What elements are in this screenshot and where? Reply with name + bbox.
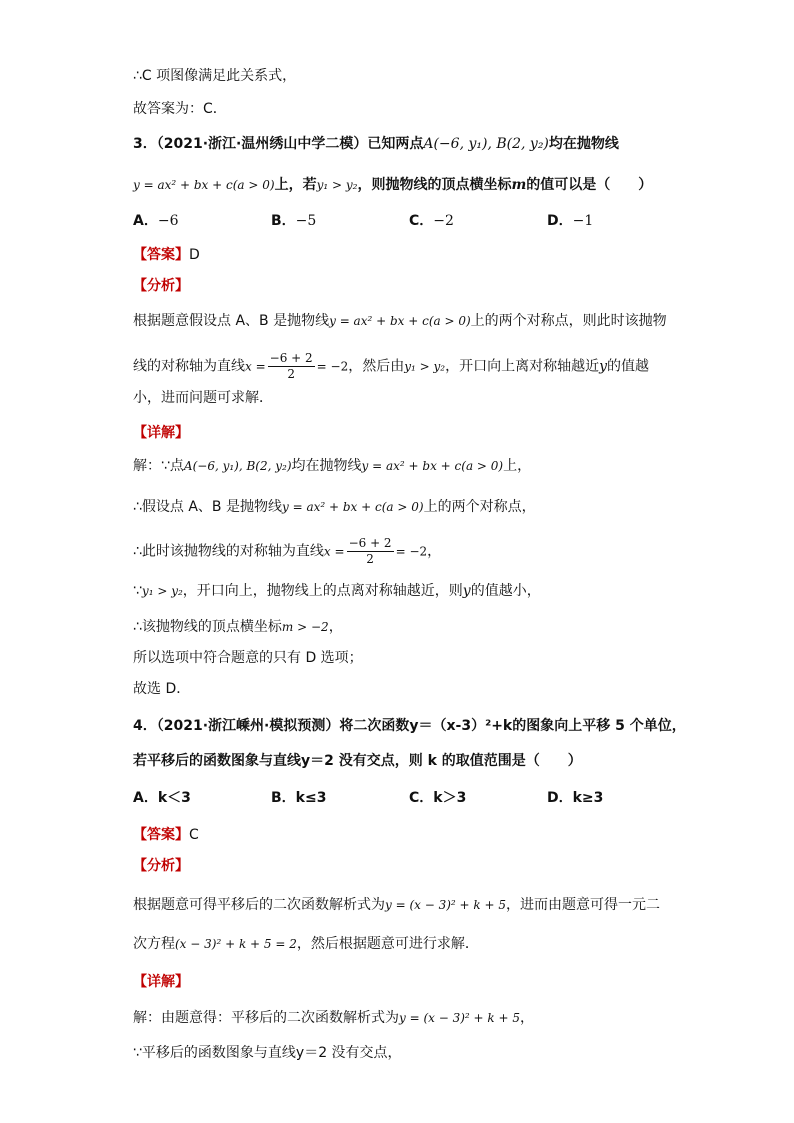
answer-line [133, 825, 199, 845]
detail-line: ∵y₁ > y₂，开口向上，抛物线上的点离对称轴越近，则y的值越小， [133, 583, 541, 599]
fraction: $\frac{-6 + 2}{2}$ [269, 351, 313, 381]
analysis-line: 根据题意假设点 A、B 是抛物线y = ax² + bx + c(a > 0)上的两个对称点，则此时该抛物 [133, 313, 667, 329]
question-number: 4． [133, 718, 157, 734]
detail-line: ∴假设点 A、B 是抛物线y = ax² + bx + c(a > 0)上的两个对称点， [133, 499, 536, 515]
question-source: （2021·浙江·温州绣山中学二模） [156, 136, 368, 152]
question-3-stem-line-2: y = ax² + bx + c(a > 0)上，若y₁ > y₂，则抛物线的顶点横坐标m的值可以是（ ） [133, 177, 653, 193]
option-c: C．k＞3 [409, 790, 467, 806]
analysis-line: 次方程(x − 3)² + k + 5 = 2，然后根据题意可进行求解． [133, 936, 479, 952]
detail-line: 解：由题意得：平移后的二次函数解析式为y = (x − 3)² + k + 5， [133, 1010, 534, 1026]
parabola-expression: y = ax² + bx + c(a > 0) [133, 178, 275, 192]
option-b: B．k≤3 [271, 790, 327, 806]
analysis-tag: 【分析】 [133, 278, 189, 294]
question-4-stem-line-2: 若平移后的函数图象与直线y＝2 没有交点，则 k 的取值范围是（ ） [133, 753, 582, 769]
option-a: A．−6 [133, 213, 179, 229]
analysis-line: 小，进而问题可求解． [133, 390, 273, 406]
detail-line: ∴此时该抛物线的对称轴为直线x = $\frac{-6 + 2}{2}$ = −2， [133, 536, 442, 566]
detail-line: 故选 D． [133, 681, 191, 697]
question-source: （2021·浙江嵊州·模拟预测） [156, 718, 340, 734]
answer-tag: 【答案】 [133, 247, 189, 263]
answer-line [133, 245, 200, 265]
option-b: B．−5 [271, 213, 317, 229]
analysis-tag: 【分析】 [133, 858, 189, 874]
analysis-line: 线的对称轴为直线x = $\frac{-6 + 2}{2}$ = −2，然后由y₁ > y₂，开口向上离对称轴越近y的值越 [133, 351, 650, 381]
fraction: $\frac{-6 + 2}{2}$ [348, 536, 392, 566]
option-a: A．k＜3 [133, 790, 191, 806]
text-line: 故答案为：C． [133, 101, 227, 117]
option-d: D．k≥3 [547, 790, 604, 806]
question-3-stem-line-1: 3．（2021·浙江·温州绣山中学二模）已知两点A(−6, y₁), B(2, y₂)均在抛物线 [133, 136, 619, 152]
detail-line: 所以选项中符合题意的只有 D 选项； [133, 650, 363, 666]
detail-line: 解：∵点A(−6, y₁), B(2, y₂)均在抛物线y = ax² + bx + c(a > 0)上， [133, 458, 532, 474]
detail-tag: 【详解】 [133, 425, 189, 441]
option-d: D．−1 [547, 213, 594, 229]
question-4-stem-line-1: 4．（2021·浙江嵊州·模拟预测）将二次函数y＝（x-3）²+k的图象向上平移 5 个单位， [133, 718, 686, 734]
detail-line: ∴该抛物线的顶点横坐标m > −2， [133, 619, 343, 635]
answer-value: D [189, 247, 200, 263]
question-number: 3． [133, 136, 157, 152]
option-c: C．−2 [409, 213, 454, 229]
detail-line: ∵平移后的函数图象与直线y＝2 没有交点， [133, 1045, 402, 1061]
analysis-line: 根据题意可得平移后的二次函数解析式为y = (x − 3)² + k + 5，进而由题意可得一元二 [133, 897, 660, 913]
answer-tag: 【答案】 [133, 827, 189, 843]
text-line: ∴C 项图像满足此关系式， [133, 68, 297, 84]
detail-tag: 【详解】 [133, 974, 189, 990]
points-expression: A(−6, y₁), B(2, y₂) [423, 136, 549, 152]
answer-value: C [189, 827, 199, 843]
